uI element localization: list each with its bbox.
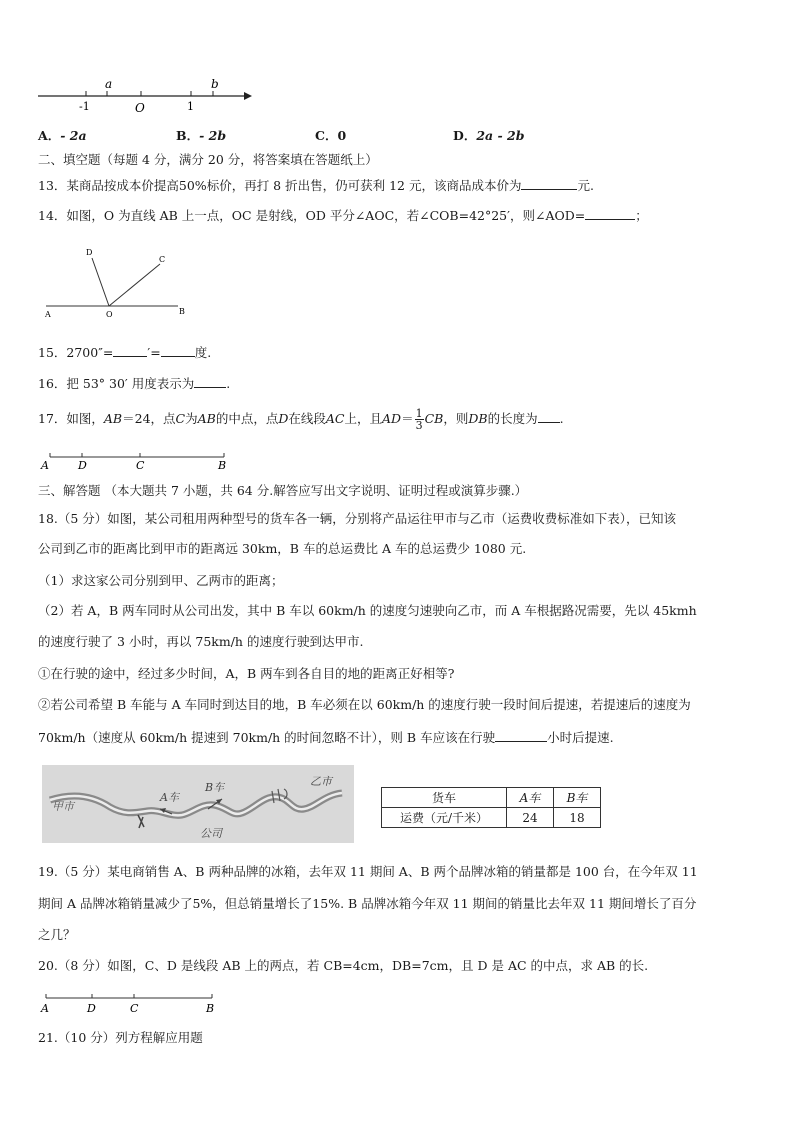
segment-figure-q20 xyxy=(38,990,228,1016)
seg17-label-c: C xyxy=(136,459,145,472)
section2-heading: 二、填空题（每题 4 分，满分 20 分，将答案填在答题纸上） xyxy=(38,152,378,167)
table-row xyxy=(382,788,601,808)
angle-figure xyxy=(38,242,198,322)
fee-row-label: 运费（元/千米） xyxy=(382,808,507,828)
question-20: 20.（8 分）如图，C、D 是线段 AB 上的两点，若 CB=4cm，DB=7cm，且 D 是 AC 的中点，求 AB 的长. xyxy=(38,958,649,973)
q18-line6: ①在行驶的途中，经过多少时间，A，B 两车到各自目的地的距离正好相等? xyxy=(38,666,455,681)
question-14: 14．如图，O 为直线 AB 上一点，OC 是射线，OD 平分∠AOC，若∠COB=42°25′，则∠AOD= ； xyxy=(38,208,648,223)
number-line-figure xyxy=(30,76,260,118)
segment-figure-q17 xyxy=(38,449,238,473)
angle-label-d: D xyxy=(86,248,93,257)
seg20-label-d: D xyxy=(87,1002,96,1015)
map-label-yi: 乙市 xyxy=(310,775,332,788)
fee-value-a: 24 xyxy=(507,808,554,828)
question-16: 16．把 53° 30′ 用度表示为 . xyxy=(38,376,231,391)
seg17-label-d: D xyxy=(78,459,87,472)
q19-line1: 19.（5 分）某电商销售 A、B 两种品牌的冰箱，去年双 11 期间 A、B 两个品牌冰箱的销量都是 100 台，在今年双 11 xyxy=(38,864,698,879)
angle-label-a: A xyxy=(45,310,51,319)
fee-header-truck: 货车 xyxy=(382,788,507,808)
q12-option-d: D．2a - 2b xyxy=(453,128,525,143)
q19-line3: 之几？ xyxy=(38,927,76,942)
numberline-label-1: 1 xyxy=(187,100,194,113)
q19-line2: 期间 A 品牌冰箱销量减少了5%，但总销量增长了15%. B 品牌冰箱今年双 11 期间的销量比去年双 11 期间增长了百分 xyxy=(38,896,697,911)
fee-value-b: 18 xyxy=(554,808,601,828)
map-label-a-car: A车 xyxy=(160,791,179,804)
section3-heading: 三、解答题 （本大题共 7 小题，共 64 分.解答应写出文字说明、证明过程或演算步骤.） xyxy=(38,483,528,498)
route-map-image xyxy=(42,765,354,843)
freight-fee-table xyxy=(381,787,601,828)
q18-line7: ②若公司希望 B 车能与 A 车同时到达目的地，B 车必须在以 60km/h 的速度行驶一段时间后提速，若提速后的速度为 xyxy=(38,697,691,712)
angle-label-o: O xyxy=(106,310,113,319)
map-label-company: 公司 xyxy=(200,827,222,840)
seg20-label-b: B xyxy=(206,1002,215,1015)
q12-option-c: C．0 xyxy=(315,128,347,143)
q18-line2: 公司到乙市的距离比到甲市的距离远 30km，B 车的总运费比 A 车的总运费少 1080 元. xyxy=(38,541,527,556)
fee-header-b: B车 xyxy=(554,788,601,808)
q12-option-a: A．- 2a xyxy=(38,128,87,143)
q12-option-b: B．- 2b xyxy=(176,128,227,143)
fee-header-a: A车 xyxy=(507,788,554,808)
seg20-label-a: A xyxy=(41,1002,49,1015)
numberline-label-a: a xyxy=(105,77,113,91)
q18-line8: 70km/h（速度从 60km/h 提速到 70km/h 的时间忽略不计），则 B 车应该在行驶 小时后提速. xyxy=(38,730,614,745)
map-label-b-car: B车 xyxy=(205,781,225,794)
fraction-one-third: $\frac{1}{3}$ xyxy=(415,407,423,432)
numberline-label-b: b xyxy=(211,77,219,91)
numberline-label-neg1: -1 xyxy=(79,100,90,113)
table-row xyxy=(382,808,601,828)
angle-label-b: B xyxy=(179,307,185,316)
question-13: 13．某商品按成本价提高50%标价，再打 8 折出售，仍可获利 12 元，该商品成本价为 元. xyxy=(38,178,594,193)
q18-line5: 的速度行驶了 3 小时，再以 75km/h 的速度行驶到达甲市. xyxy=(38,634,364,649)
angle-label-c: C xyxy=(159,255,166,264)
q18-line4: （2）若 A，B 两车同时从公司出发，其中 B 车以 60km/h 的速度匀速驶向乙市，而 A 车根据路况需要，先以 45kmh xyxy=(38,603,697,618)
question-15: 15．2700″= ′= 度. xyxy=(38,345,212,360)
seg17-label-a: A xyxy=(41,459,49,472)
map-label-jia: 甲市 xyxy=(52,800,74,813)
seg17-label-b: B xyxy=(218,459,227,472)
numberline-label-origin: O xyxy=(135,101,145,115)
q18-line1: 18.（5 分）如图，某公司租用两种型号的货车各一辆，分别将产品运往甲市与乙市（运费收费标准如下表），已知该 xyxy=(38,511,677,526)
question-17: 17．如图，AB＝24，点C为AB的中点，点D在线段AC上，且AD＝ $\frac{1}{3}$ CB，则DB的长度为 . xyxy=(38,407,564,432)
q18-line3: （1）求这家公司分别到甲、乙两市的距离； xyxy=(38,573,284,588)
question-21: 21.（10 分）列方程解应用题 xyxy=(38,1030,203,1045)
seg20-label-c: C xyxy=(130,1002,139,1015)
